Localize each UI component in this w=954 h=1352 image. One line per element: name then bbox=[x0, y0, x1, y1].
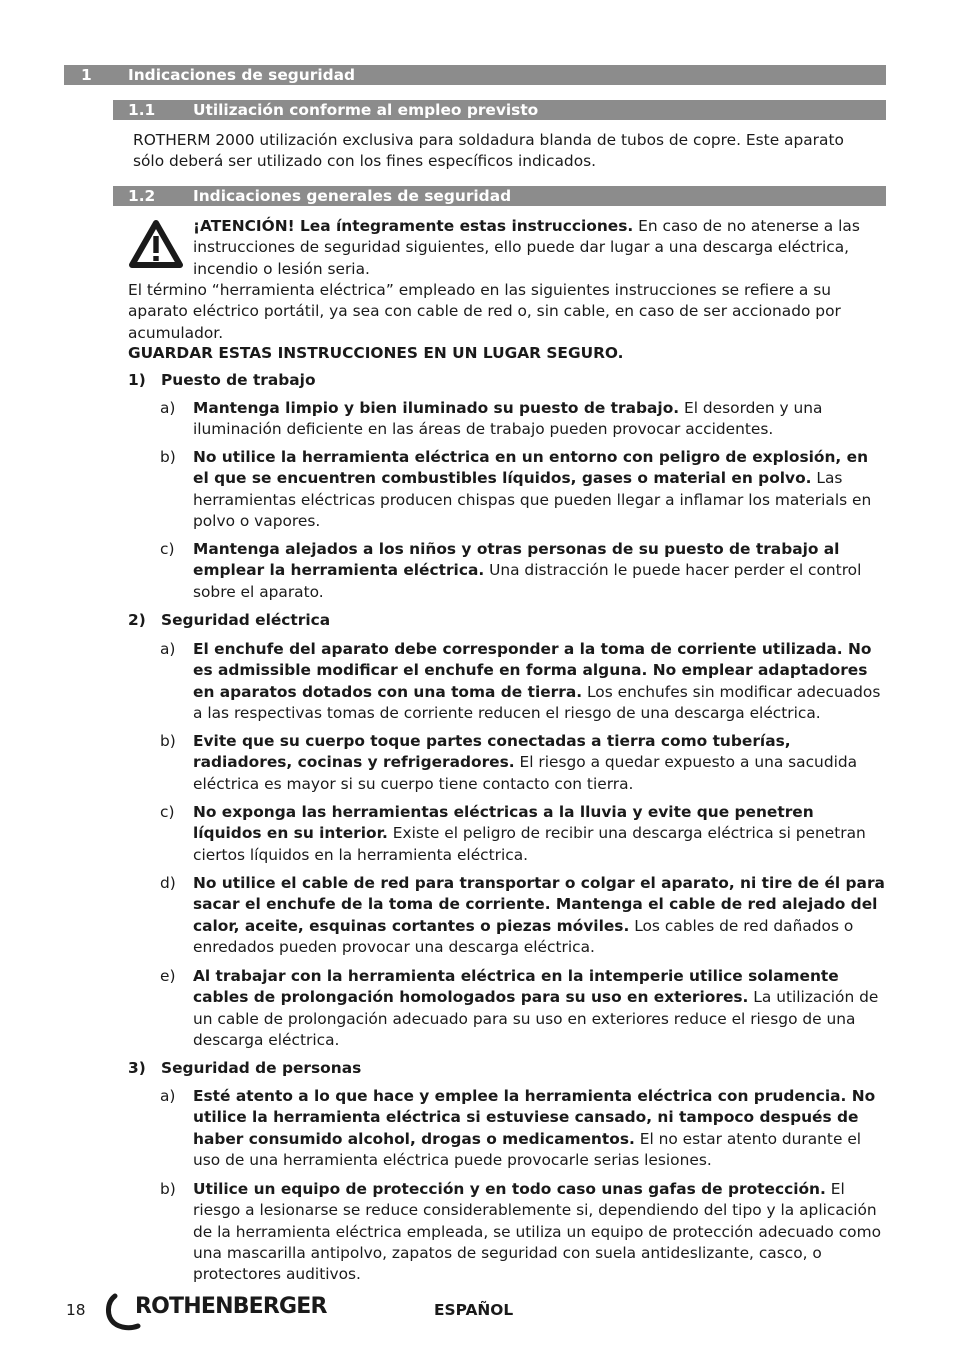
subsection-number: 1.1 bbox=[128, 101, 156, 119]
intended-use-paragraph: ROTHERM 2000 utilización exclusiva para soldadura blanda de tubos de copre. Este aparato sólo deberá ser utilizado con los fines específicos indicados. bbox=[133, 131, 844, 171]
section-work-area: 1) Puesto de trabajo bbox=[128, 371, 316, 389]
language-label: ESPAÑOL bbox=[434, 1301, 514, 1319]
warning-text: ¡ATENCIÓN! Lea íntegramente estas instrucciones. En caso de no atenerse a las instrucciones de seguridad siguientes, ello puede dar lugar a una descarga eléctrica, incendio o lesión seria. bbox=[193, 217, 860, 278]
keep-instructions: GUARDAR ESTAS INSTRUCCIONES EN UN LUGAR SEGURO. bbox=[128, 344, 624, 362]
section-title: Indicaciones de seguridad bbox=[128, 66, 356, 84]
subsection-header-1-1 bbox=[113, 100, 886, 120]
brand-name: ROTHENBERGER bbox=[135, 1294, 327, 1319]
subsection-title: Indicaciones generales de seguridad bbox=[193, 187, 512, 205]
term-definition: El término “herramienta eléctrica” empleado en las siguientes instrucciones se refiere a su aparato eléctrico portátil, ya sea con cable de red o, sin cable, en caso de ser accionado por acumulador. bbox=[128, 281, 841, 342]
brand-logo bbox=[104, 1290, 349, 1334]
subsection-title: Utilización conforme al empleo previsto bbox=[193, 101, 539, 119]
warning-triangle-icon bbox=[127, 218, 185, 271]
page-number: 18 bbox=[66, 1301, 86, 1319]
section-header-1 bbox=[64, 65, 886, 85]
section-number: 1 bbox=[81, 66, 92, 84]
subsection-number: 1.2 bbox=[128, 187, 156, 205]
subsection-header-1-2 bbox=[113, 186, 886, 206]
section-personal-safety: 3) Seguridad de personas bbox=[128, 1059, 362, 1077]
section-electrical-safety: 2) Seguridad eléctrica bbox=[128, 611, 331, 629]
